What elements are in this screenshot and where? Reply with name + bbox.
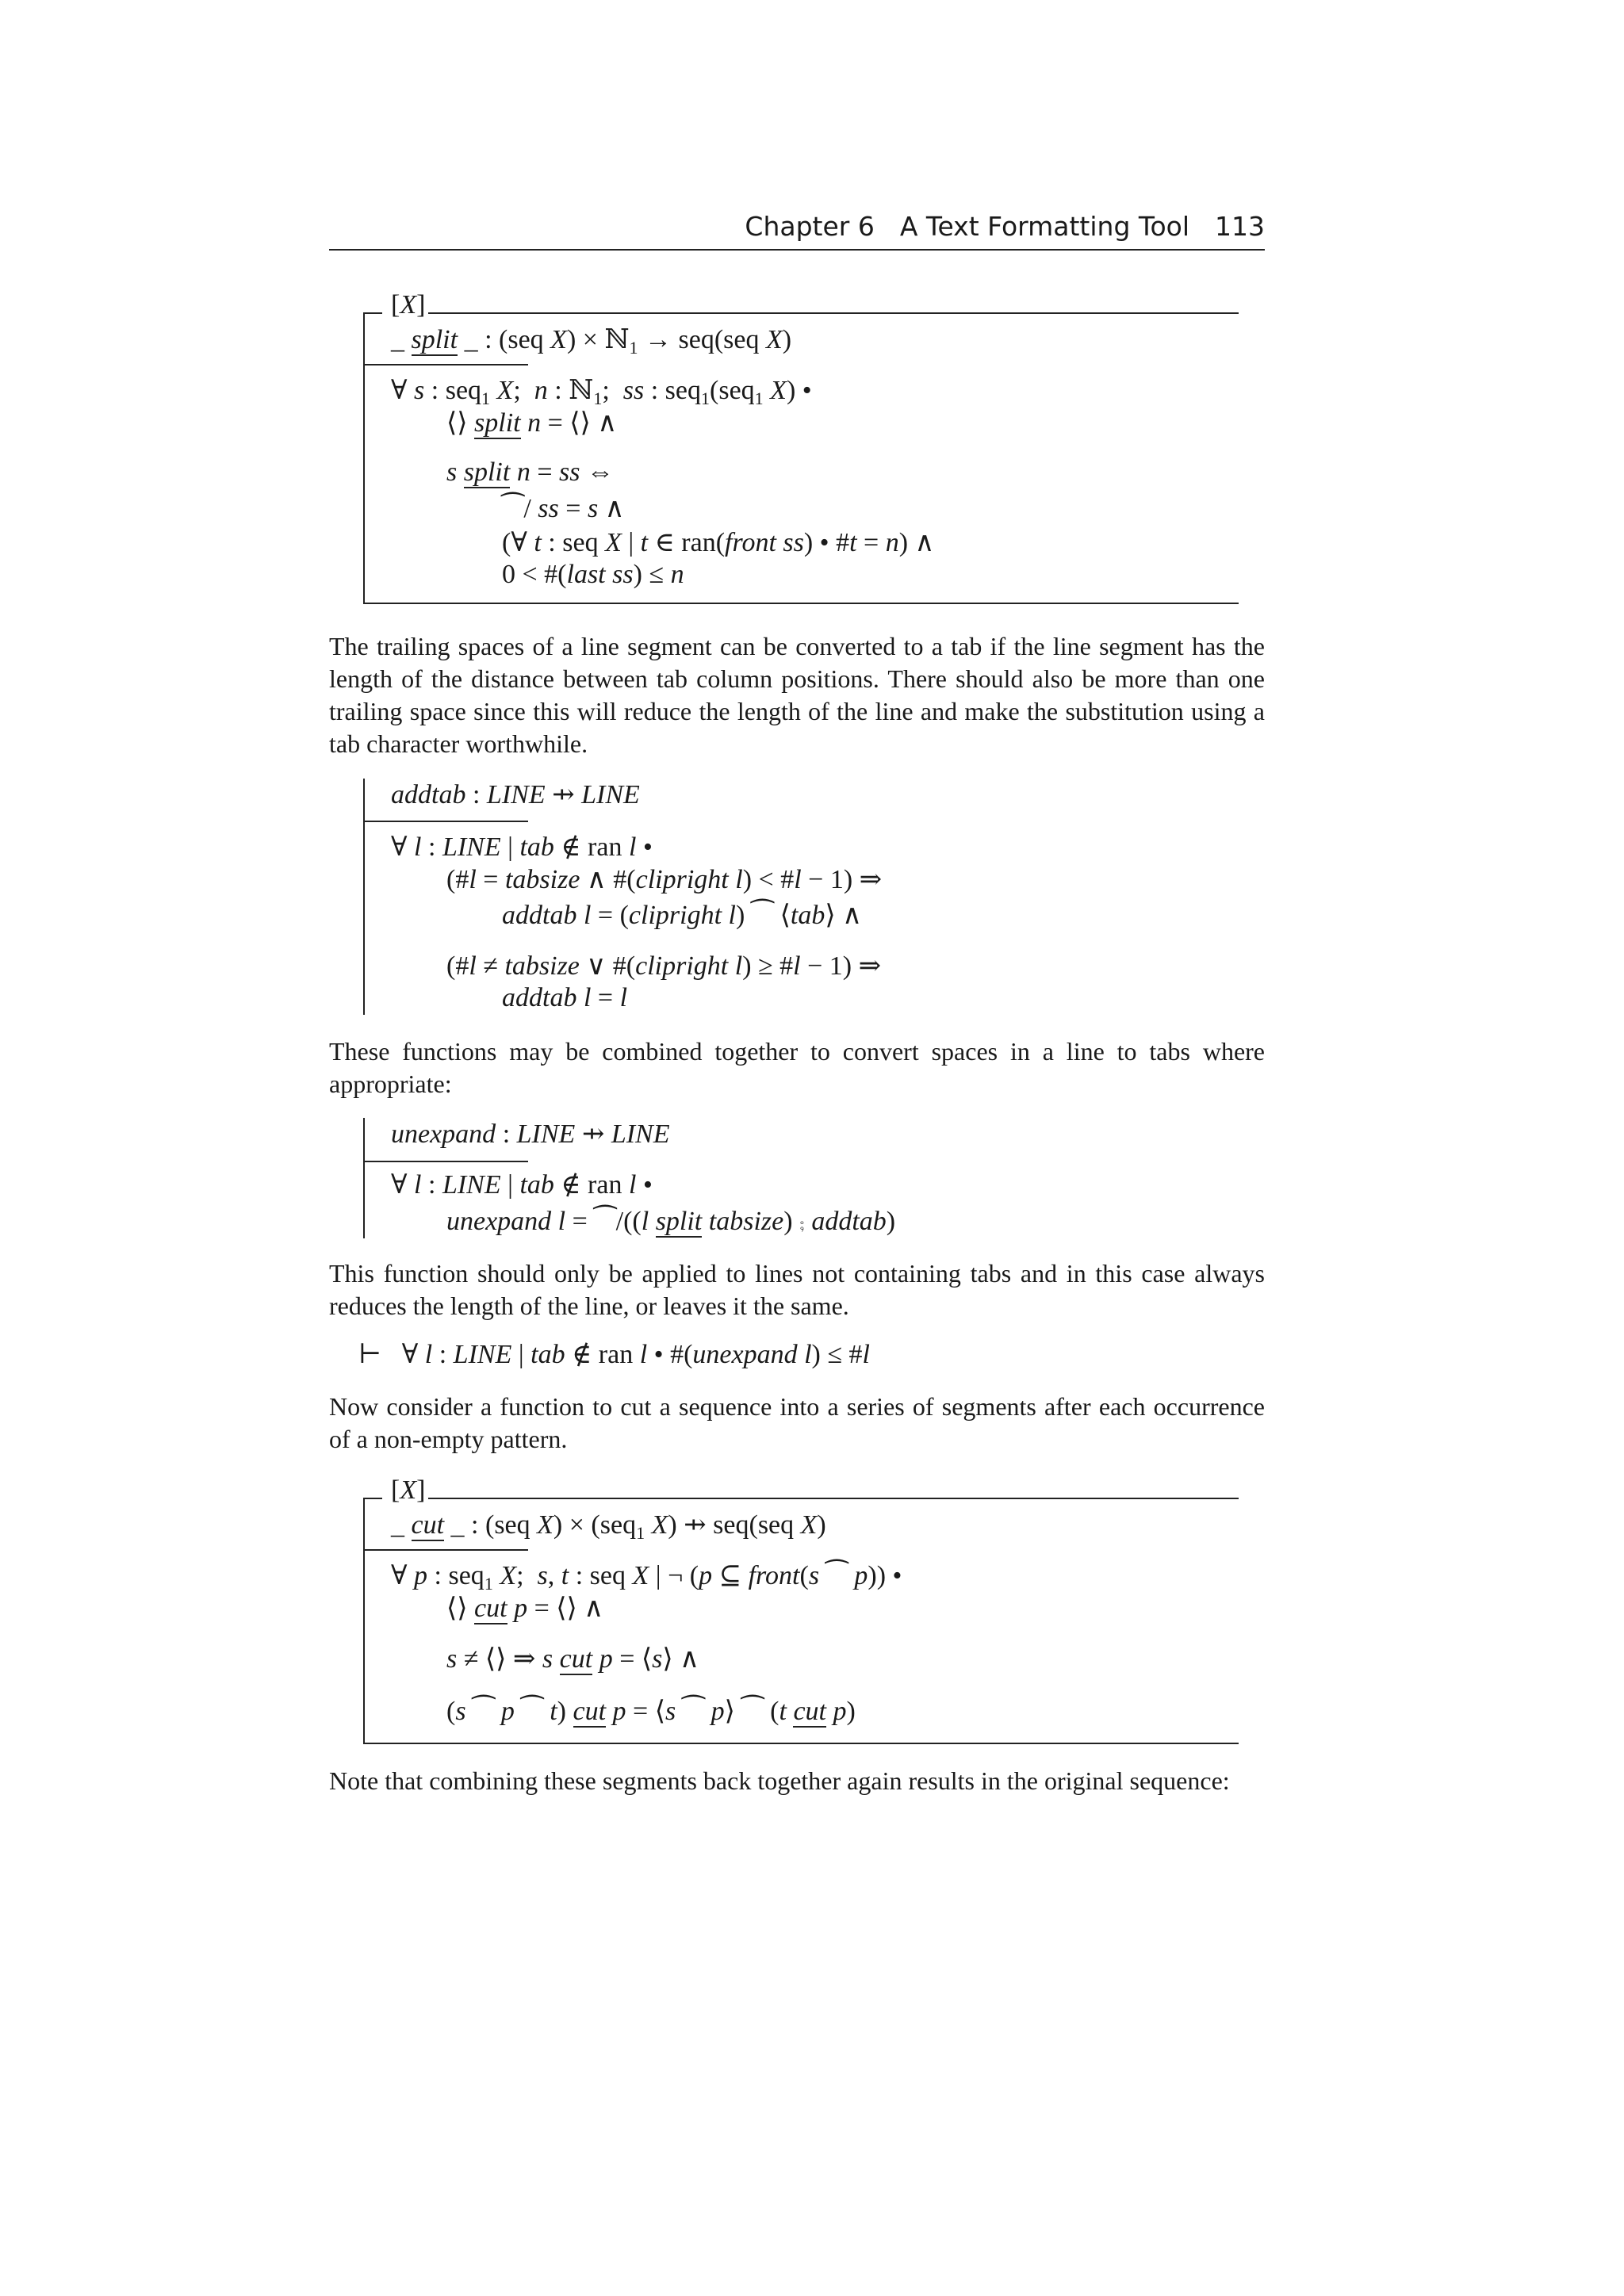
unexpand-definition: unexpand l = ⁀/((l split tabsize) ⨾ addtab): [446, 1207, 896, 1236]
addtab-case2-result: addtab l = l: [502, 983, 628, 1012]
cut-axiom-nonempty: s ≠ ⟨⟩ ⇒ s cut p = ⟨s⟩ ∧: [446, 1644, 700, 1674]
paragraph-trailing-spaces: The trailing spaces of a line segment can be converted to a tab if the line segment has the length of the distance between tab column positions. There should also be more than one trailing space since this will reduce the length of the line and make the substitution using a tab character worthwhile.: [329, 632, 1265, 758]
formal-parameter: [X]: [391, 1475, 426, 1505]
addtab-quantifier: ∀ l : LINE | tab ∉ ran l •: [391, 832, 653, 862]
split-signature: _ split _ : (seq X) × ℕ$_1$ → seq(seq X): [391, 325, 792, 358]
cut-axiom-empty: ⟨⟩ cut p = ⟨⟩ ∧: [446, 1594, 604, 1623]
split-axiom-concat: ⁀/ ss = s ∧: [502, 494, 625, 523]
unexpand-quantifier: ∀ l : LINE | tab ∉ ran l •: [391, 1170, 653, 1200]
paragraph-only-applied: This function should only be applied to lines not containing tabs and in this case always reduces the length of the line, or leaves it the same.: [329, 1259, 1265, 1320]
split-axiom-empty: ⟨⟩ split n = ⟨⟩ ∧: [446, 408, 618, 438]
running-header: [329, 211, 1265, 251]
addtab-signature: addtab : LINE ⇸ LINE: [391, 780, 640, 809]
cut-signature: _ cut _ : (seq X) × (seq$_1$ X) ⇸ seq(seq X): [391, 1510, 826, 1543]
cut-quantifier: ∀ p : seq$_1$ X; s, t : seq X | ¬ (p ⊆ front(s ⁀ p)) •: [391, 1561, 902, 1594]
chapter-title: A Text Formatting Tool: [899, 211, 1189, 242]
theorem: ⊢ ∀ l : LINE | tab ∉ ran l • #(unexpand l) ≤ #l: [358, 1340, 870, 1369]
split-quantifier: ∀ s : seq$_1$ X; n : ℕ$_1$; ss : seq$_1$(seq$_1$ X) •: [391, 376, 812, 408]
addtab-case1-result: addtab l = (clipright l) ⁀ ⟨tab⟩ ∧: [502, 901, 862, 930]
split-axiom-main: s split n = ss ⇔: [446, 457, 614, 487]
addtab-case1-condition: (#l = tabsize ∧ #(clipright l) < #l − 1) ⇒: [446, 865, 883, 894]
split-axiom-front: (∀ t : seq X | t ∈ ran(front ss) • #t = n) ∧: [502, 528, 935, 557]
formal-parameter: [X]: [391, 290, 426, 320]
unexpand-signature: unexpand : LINE ⇸ LINE: [391, 1119, 670, 1149]
paragraph-note-combining: Note that combining these segments back together again results in the original sequence:: [329, 1766, 1230, 1795]
split-axiom-last: 0 < #(last ss) ≤ n: [502, 560, 684, 589]
cut-axiom-recursive: (s ⁀ p ⁀ t) cut p = ⟨s ⁀ p⟩ ⁀ (t cut p): [446, 1697, 856, 1726]
paragraph-combined: These functions may be combined together to convert spaces in a line to tabs where appropriate:: [329, 1037, 1265, 1098]
page-number: 113: [1215, 211, 1265, 242]
addtab-case2-condition: (#l ≠ tabsize ∨ #(clipright l) ≥ #l − 1) ⇒: [446, 951, 882, 981]
chapter-label: Chapter 6: [745, 211, 875, 242]
paragraph-cut-intro: Now consider a function to cut a sequence into a series of segments after each occurrence of a non-empty pattern.: [329, 1392, 1265, 1453]
